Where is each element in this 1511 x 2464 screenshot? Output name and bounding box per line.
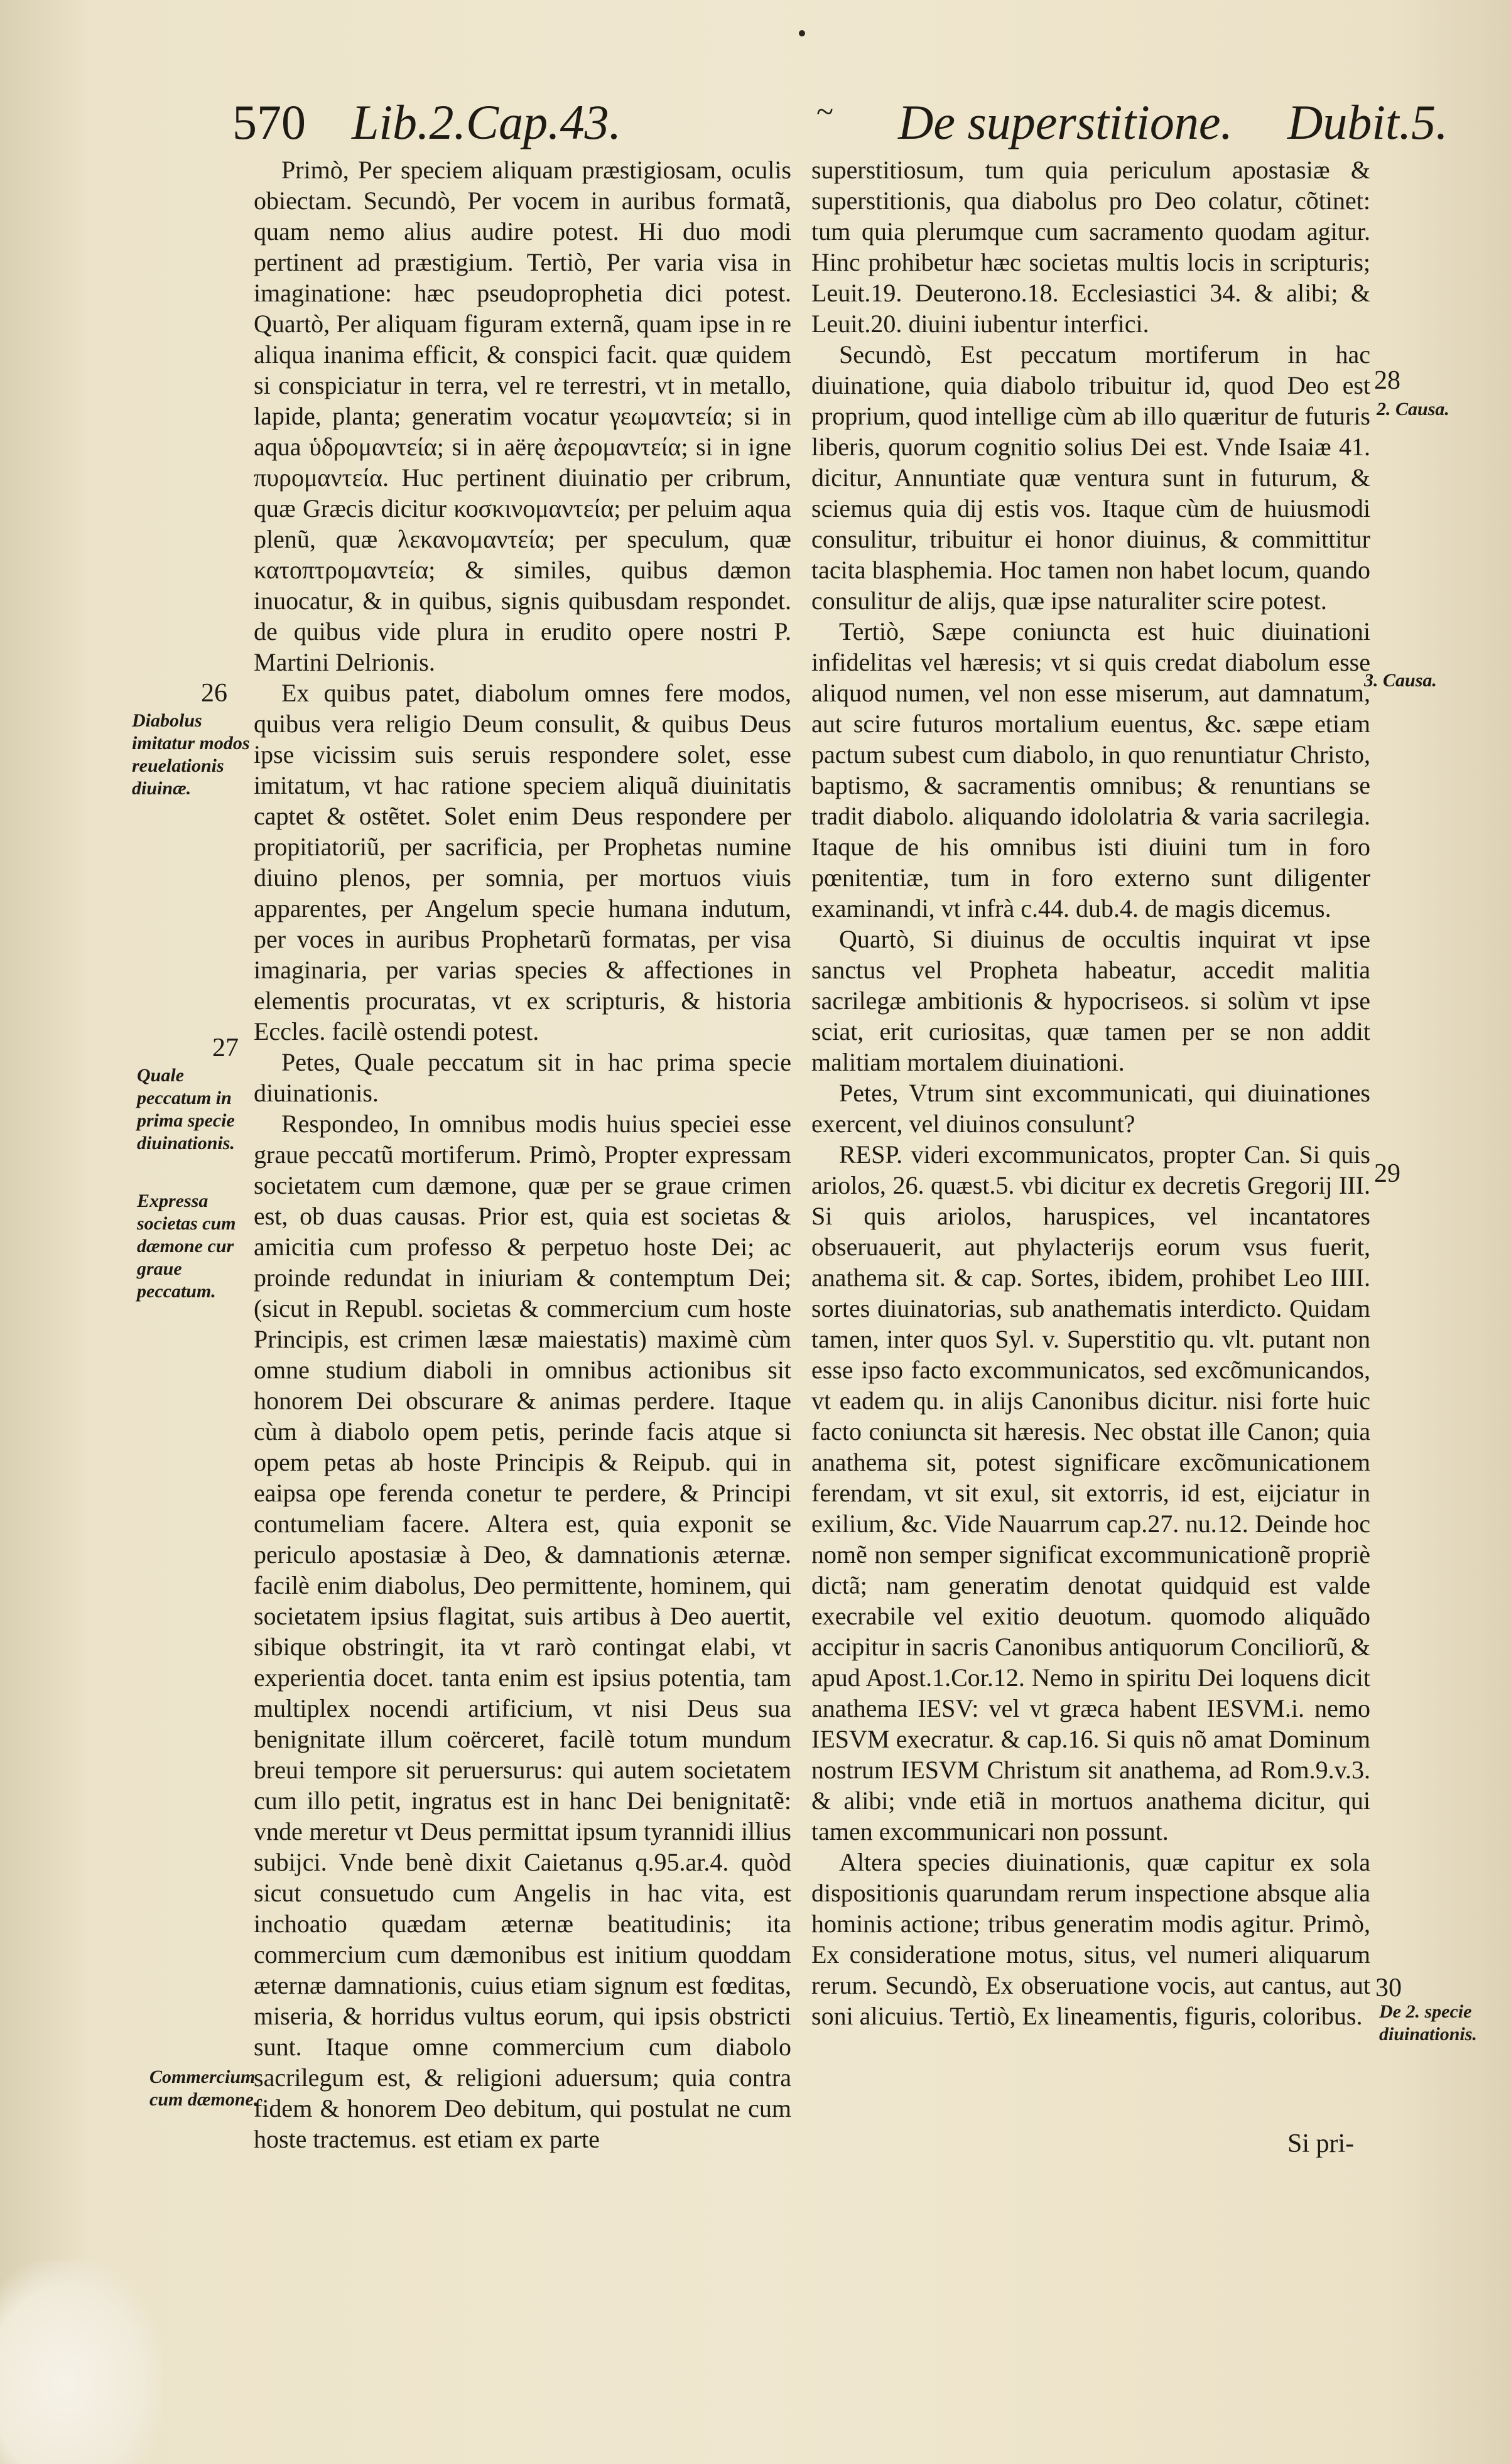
margin-gloss: De 2. specie diuinationis. [1379, 2001, 1477, 2045]
paragraph: Primò, Per speciem aliquam præstigiosam, oculis obiectam. Secundò, Per vocem in auribus formatã, quam nemo alius audire potest. Hi duo modi pertinent ad præstigium. Tertiò, Per varia visa in imaginatione: hæc pseudoprophetia dici potest. Quartò, Per aliquam figuram externã, quam ipse in re aliqua inanima efficit, & conspici facit. quæ quidem si conspiciatur in terra, vel re terrestri, vt in metallo, lapide, planta; generatim vocatur γεωμαντεία; si in aqua ὑδρομαντεία; si in aërę ἀερομαντεία; si in igne πυρομαντεία. Huc pertinent diuinatio per cribrum, quæ Græcis dicitur κοσκινομαντεία; per peluim aqua plenũ, quæ λεκανομαντεία; per speculum, quæ κατοπτρομαντεία; & similes, quibus dæmon inuocatur, & in quibus, signis quibusdam respondet. de quibus vide plura in erudito opere nostri P. Martini Delrionis. [254, 156, 791, 676]
paragraph: Secundò, Est peccatum mortiferum in hac diuinatione, quia diabolo tribuitur id, quod Deo est proprium, quod intellige cùm ab illo quæritur de futuris liberis, quorum cognitio solius Dei est. Vnde Isaiæ 41. dicitur, Annuntiate quæ ventura sunt in futurum, & sciemus quia dij estis vos. Itaque cùm de huiusmodi consulitur, tribuitur ei honor diuinus, & committitur tacita blasphemia. Hoc tamen non habet locum, quando consulitur de alijs, quæ ipse naturaliter scire potest. [811, 340, 1370, 615]
section-number: 28 [1374, 366, 1400, 395]
right-column [811, 154, 1370, 2031]
catchword: Si pri- [1287, 2129, 1355, 2158]
section-number: 26 [201, 679, 227, 708]
paragraph: RESP. videri excommunicatos, propter Can. Si quis ariolos, 26. quæst.5. vbi dicitur ex decretis Gregorij III. Si quis ariolos, haruspices, vel incantatores obseruauerit, aut phylacterijs eorum vsus fuerit, anathema sit. & cap. Sortes, ibidem, prohibet Leo IIII. sortes diuinatorias, sub anathematis interdicto. Quidam tamen, inter quos Syl. v. Superstitio qu. vlt. putant non esse ipso facto excommunicatos, sed excõmunicandos, vt eadem qu. in alijs Canonibus dicitur. nisi forte huic facto coniuncta sit hæresis. Nec obstat ille Canon; quia anathema sit, potest significare excõmunicationem ferendam, vt sit exul, sit extorris, id est, eijciatur in exilium, &c. Vide Nauarrum cap.27. nu.12. Deinde hoc nomẽ non semper significat excommunicationẽ propriè dictã; nam generatim denotat quidquid est valde execrabile vel exitio deuotum. quomodo aliquãdo accipitur in sacris Canonibus antiquorum Conciliorũ, & apud Apost.1.Cor.12. Nemo in spiritu Dei loquens dicit anathema IESV: vel vt græca habent IESVM.i. nemo IESVM execratur. & cap.16. Si quis nõ amat Dominum nostrum IESVM Christum sit anathema, ad Rom.9.v.3. & alibi; vnde etiã in mortuos anathema dicitur, qui tamen excommunicari non possunt. [811, 1140, 1370, 1845]
paragraph: Petes, Vtrum sint excommunicati, qui diuinationes exercent, vel diuinos consulunt? [811, 1079, 1370, 1138]
ink-dot [799, 30, 805, 36]
paper-wear [0, 2261, 163, 2464]
margin-gloss: 2. Causa. [1377, 399, 1449, 419]
margin-gloss: Quale peccatum in prima specie diuinationis. [137, 1065, 235, 1154]
header-dubit: Dubit.5. [1287, 95, 1448, 149]
paragraph: Respondeo, In omnibus modis huius speciei esse graue peccatũ mortiferum. Primò, Propter expressam societatem cum dæmone, quæ per se graue crimen est, ob duas causas. Prior est, quia est societas & amicitia cum professo & perpetuo hoste Dei; ac proinde redundat in iniuriam & contemptum Dei; (sicut in Republ. societas & commercium cum hoste Principis, est crimen læsæ maiestatis) maximè cùm omne studium diaboli in omnibus actionibus sit honorem Dei obscurare & animas perdere. Itaque cùm à diabolo opem petis, perinde facis atque si opem petas ab hoste Principis & Reipub. qui in eaipsa ope ferenda conetur te perdere, & Principi contumeliam facere. Altera est, quia exponit se periculo apostasiæ à Deo, & damnationis æternæ. facilè enim diabolus, Deo permittente, hominem, qui societatem ipsius flagitat, suis artibus à Deo auertit, sibique obstringit, ita vt rarò contingat elabi, vt experientia docet. tanta enim est ipsius potentia, tam multiplex nocendi artificium, vt nisi Deus sua benignitate illum coërceret, facilè totum mundum breui tempore sit peruersurus: qui autem societatem cum illo petit, ingratus est in hanc Dei benignitatẽ: vnde meretur vt Deus permittat ipsum tyrannidi illius subijci. Vnde benè dixit Caietanus q.95.ar.4. quòd sicut consuetudo cum Angelis in hac vita, est inchoatio quædam æternæ beatitudinis; ita commercium cum dæmonibus est initium quoddam æternæ damnationis, cuius etiam signum est fœditas, miseria, & horridus vultus eorum, qui ipsis obstricti sunt. Itaque omne commercium cum diabolo sacrilegum est, & religioni aduersum; quia contra fidem & honorem Deo debitum, qui postulat ne cum hoste tractemus. est etiam ex parte [254, 1110, 791, 2153]
margin-gloss: Expressa societas cum dæmone cur graue peccatum. [137, 1191, 236, 1302]
margin-gloss: 3. Causa. [1364, 670, 1437, 691]
paragraph: Altera species diuinationis, quæ capitur ex sola dispositionis quarundam rerum inspectione absque alia hominis actione; tribus generatim modis agitur. Primò, Ex consideratione motus, situs, vel numeri aliquarum rerum. Secundò, Ex obseruatione vocis, aut cantus, aut soni alicuius. Tertiò, Ex lineamentis, figuris, coloribus. [811, 1848, 1370, 2030]
header-subject: De superstitione. [898, 95, 1233, 149]
paragraph: Quartò, Si diuinus de occultis inquirat vt ipse sanctus vel Propheta habeatur, accedit malitia sacrilegæ ambitionis & hypocriseos. si solùm vt ipse sciat, erit curiositas, quæ tamen per se non addit malitiam mortalem diuinationi. [811, 925, 1370, 1076]
running-header [232, 88, 1448, 157]
paragraph: Tertiò, Sæpe coniuncta est huic diuinationi infidelitas vel hæresis; vt si quis credat diabolum esse aliquod numen, vel non esse miserum, aut damnatum, aut scire futuros mortalium euentus, &c. sæpe etiam pactum subest cum diabolo, in quo renuntiatur Christo, baptismo, & sacramentis omnibus; & renuntians se tradit diabolo. aliquando idololatria & varia sacrilegia. Itaque de his omnibus isti diuini tum in foro pœnitentiæ, tum in foro externo sunt diligenter examinandi, vt infrà c.44. dub.4. de magis dicemus. [811, 617, 1370, 922]
paragraph: superstitiosum, tum quia periculum apostasiæ & superstitionis, qua diabolus pro Deo colatur, cõtinet: tum quia plerumque cum sacramento quodam agitur. Hinc prohibetur hæc societas multis locis in scripturis; Leuit.19. Deuterono.18. Ecclesiastici 34. & alibi; & Leuit.20. diuini iubentur interfici. [811, 156, 1370, 338]
header-ornament: ~ [816, 94, 834, 129]
section-number: 29 [1374, 1159, 1400, 1188]
section-number: 30 [1375, 1974, 1402, 2002]
paragraph: Ex quibus patet, diabolum omnes fere modos, quibus vera religio Deum consulit, & quibus Deus ipse vicissim suis seruis respondere solet, esse imitatum, vt hac ratione speciem aliquã diuinitatis captet & ostẽtet. Solet enim Deus respondere per propitiatoriũ, per sacrificia, per Prophetas numine diuino plenos, per somnia, per mortuos viuis apparentes, per Angelum specie humana indutum, per voces in auribus Prophetarũ formatas, per visa imaginaria, per varias species & affectiones in elementis procuratas, vt ex scripturis, & historia Eccles. facilè ostendi potest. [254, 679, 791, 1046]
folio-number: 570 [232, 95, 306, 149]
margin-gloss: Diabolus imitatur modos reuelationis diuinæ. [132, 710, 250, 799]
margin-gloss: Commercium cum dæmone. [149, 2067, 259, 2110]
paragraph: Petes, Quale peccatum sit in hac prima specie diuinationis. [254, 1048, 791, 1107]
left-column [254, 154, 791, 2154]
section-number: 27 [212, 1034, 239, 1062]
book-chapter: Lib.2.Cap.43. [352, 95, 622, 149]
